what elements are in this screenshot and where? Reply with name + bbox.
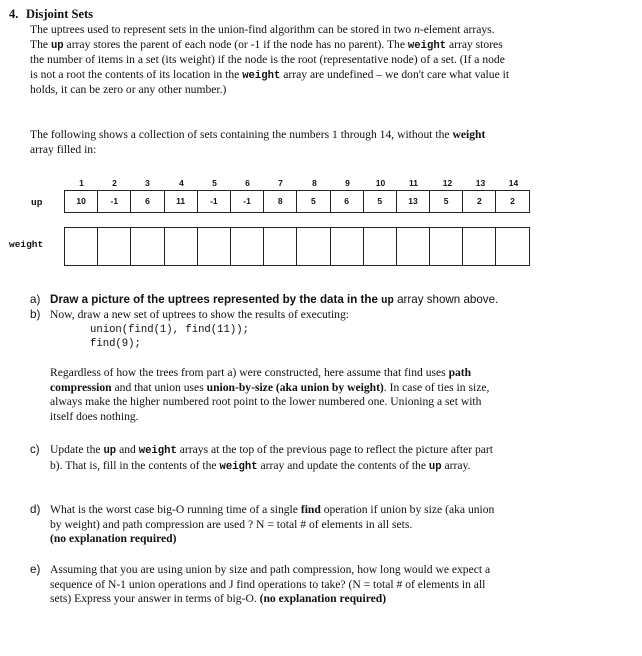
index-label: 6 <box>245 178 250 188</box>
weight-cell[interactable] <box>164 227 198 266</box>
weight-cell[interactable] <box>130 227 164 266</box>
weight-cell[interactable] <box>429 227 463 266</box>
up-cell: 2 <box>462 190 496 213</box>
weight-cell[interactable] <box>363 227 397 266</box>
index-label: 10 <box>375 178 386 188</box>
index-label: 11 <box>409 178 418 188</box>
weight-cell[interactable] <box>495 227 529 266</box>
part-e-note: (no explanation required) <box>259 592 387 606</box>
up-cell: 13 <box>396 190 430 213</box>
question-heading <box>9 7 93 22</box>
up-cell: 10 <box>64 190 98 213</box>
up-cell: 6 <box>330 190 364 213</box>
question-title: Disjoint Sets <box>26 7 94 21</box>
weight-cell[interactable] <box>296 227 330 266</box>
up-cell: -1 <box>197 190 231 213</box>
index-label: 9 <box>345 178 350 188</box>
up-cell: 5 <box>296 190 330 213</box>
part-d-label: d) <box>30 503 41 516</box>
index-label: 12 <box>442 178 453 188</box>
weight-cell[interactable] <box>197 227 231 266</box>
up-cell: -1 <box>97 190 131 213</box>
part-d-note: (no explanation required) <box>50 532 177 546</box>
weight-array-row <box>64 227 530 266</box>
part-c: c) Update the up and weight arrays at the top of the previous page to reflect the picture after part b). That is, fill in the contents of the weight array and update the contents of the up array. <box>30 443 493 473</box>
intro-paragraph: The uptrees used to represent sets in the union-find algorithm can be stored in two n-element arrays. The up array stores the parent of each node (or -1 if the node has no parent). The weight array stores the number of items in a set (its weight) if the node is the root (representative node) of a set. (If a node is not a root the contents of its location in the weight array are undefined – we don't care what value it holds, it can be zero or any other number.) <box>30 23 510 97</box>
up-row-label: up <box>31 197 43 208</box>
weight-cell[interactable] <box>64 227 98 266</box>
up-cell: 6 <box>130 190 164 213</box>
weight-cell[interactable] <box>97 227 131 266</box>
up-cell: -1 <box>230 190 264 213</box>
weight-cell[interactable] <box>230 227 264 266</box>
up-cell: 8 <box>263 190 297 213</box>
part-d: d) What is the worst case big-O running time of a single find operation if union by size (aka union by weight) and path compression are used ? N = total # of elements in all sets. (no explanation required) <box>30 503 495 546</box>
up-cell: 2 <box>495 190 529 213</box>
part-b-label: b) <box>30 308 41 321</box>
code-line-1: union(find(1), find(11)); <box>90 323 249 336</box>
collection-paragraph: The following shows a collection of sets containing the numbers 1 through 14, without the weight array filled in: <box>30 128 486 156</box>
part-c-label: c) <box>30 443 40 456</box>
index-label: 2 <box>112 178 117 188</box>
weight-cell[interactable] <box>330 227 364 266</box>
weight-cell[interactable] <box>263 227 297 266</box>
weight-cell[interactable] <box>462 227 496 266</box>
index-label: 1 <box>79 178 84 188</box>
part-b-text: Now, draw a new set of uptrees to show the results of executing: <box>50 308 349 321</box>
part-e-label: e) <box>30 563 41 576</box>
part-b <box>30 308 500 352</box>
index-label: 4 <box>179 178 184 188</box>
index-label: 5 <box>212 178 217 188</box>
up-cell: 5 <box>429 190 463 213</box>
code-line-2: find(9); <box>90 338 141 351</box>
question-number: 4. <box>9 7 19 21</box>
part-a: a) Draw a picture of the uptrees represented by the data in the up array shown above. <box>30 293 499 307</box>
index-label: 8 <box>312 178 317 188</box>
up-cell: 11 <box>164 190 198 213</box>
part-a-label: a) <box>30 293 41 306</box>
index-label: 7 <box>278 178 283 188</box>
up-array-row <box>64 190 530 213</box>
regardless-paragraph: Regardless of how the trees from part a) were constructed, here assume that find uses path compression and that union uses union-by-size (aka union by weight). In case of ties in size, always make the higher numbered root point to the lower numbered one. Unioning a set with itself does nothing. <box>50 366 490 423</box>
index-label: 3 <box>145 178 150 188</box>
index-label: 14 <box>508 178 519 188</box>
up-cell: 5 <box>363 190 397 213</box>
index-label: 13 <box>475 178 486 188</box>
part-e: e) Assuming that you are using union by size and path compression, how long would we expect a sequence of N-1 union operations and J find operations to take? (N = total # of elements in all sets) Express your answer in terms of big-O. (no explanation required) <box>30 563 491 606</box>
weight-row-label: weight <box>9 239 44 250</box>
weight-cell[interactable] <box>396 227 430 266</box>
